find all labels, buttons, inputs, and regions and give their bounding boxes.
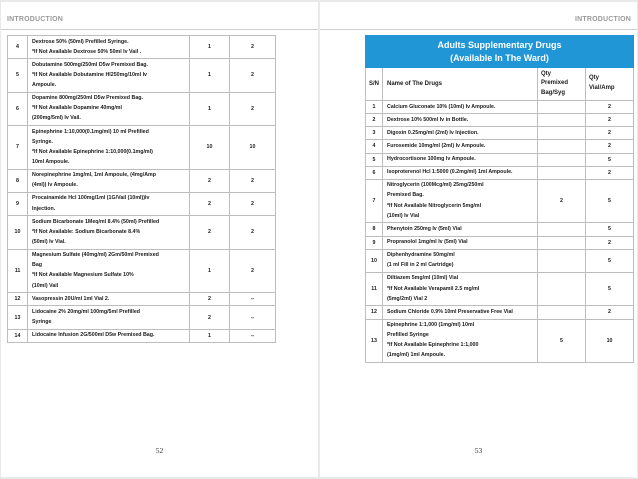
row-serial-number: 5 [366,153,383,166]
drug-name-line: 10ml Ampoule. [32,159,70,166]
column-header-line: Premixed [541,80,569,87]
quantity-premixed-cell [538,272,586,305]
drug-name-cell [383,153,538,166]
drug-name-line: Syringe [32,319,52,326]
page-number: 53 [474,446,483,455]
quantity-premixed-cell: 1 [190,329,230,342]
table-row [366,114,634,127]
drug-name-cell [383,236,538,249]
quantity-premixed-cell: 2 [538,179,586,223]
table-row [8,192,276,215]
drug-name-cell [383,166,538,179]
drug-name-line: *If Not Available Dextrose 50% 50ml Iv Vail . [32,48,142,55]
drug-name-line: (50ml) Iv Vial. [32,239,66,246]
table-title-line2: (Available In The Ward) [450,52,549,63]
drug-name-line: Prefilled Syringe [387,332,429,339]
quantity-vial-cell: 2 [586,114,634,127]
row-serial-number: 14 [8,329,28,342]
quantity-vial-cell: 5 [586,272,634,305]
drug-name-cell [28,329,190,342]
quantity-premixed-cell: 1 [190,249,230,293]
drug-name-line: Lidocaine 2% 20mg/ml 100mg/5ml Prefilled [32,308,141,315]
row-serial-number: 13 [8,306,28,329]
quantity-vial-cell: 2 [586,140,634,153]
drug-name-line: *If Not Available Epinephrine 1:10,000(0.1mg/ml) [32,148,153,155]
drug-name-line: Injection. [32,205,56,212]
row-serial-number: 12 [8,293,28,306]
drug-name-line: *If Not Available: Sodium Bicarbonate 8.4% [32,228,141,235]
row-serial-number: 10 [366,249,383,272]
drug-name-line: Norepinephrine 1mg/ml, 1ml Ampoule, (4mg/Amp [32,172,157,179]
drug-name-line: Magnesium Sulfate (40mg/ml) 2Gm/50ml Premixed [32,252,159,259]
drug-name-line: Nitroglycerin (100Mcg/ml) 25mg/250ml [387,182,484,189]
column-header-line: Bag/Syg [541,89,566,96]
drug-table-continued [7,35,276,343]
drug-table-body [8,36,276,343]
drug-name-cell [28,293,190,306]
drug-name-line: Phenytoin 250mg Iv (5ml) Vial [387,225,462,232]
drug-name-line: (1 ml Fill in 2 ml Cartridge) [387,262,454,269]
quantity-vial-cell: 2 [230,169,276,192]
row-serial-number: 3 [366,127,383,140]
quantity-premixed-cell [538,306,586,319]
table-row [366,153,634,166]
drug-name-line: Diphenhydramine 50mg/ml [387,252,455,259]
drug-name-line: Dopamine 800mg/250ml D5w Premixed Bag. [32,95,143,102]
quantity-vial-cell: -- [230,293,276,306]
quantity-premixed-cell [538,249,586,272]
drug-name-line: Isoproterenol Hcl 1:5000 (0.2mg/ml) 1ml Ampoule. [387,169,513,176]
quantity-vial-cell: 2 [586,236,634,249]
drug-name-line: (5mg/2ml) Vial 2 [387,295,428,302]
drug-name-cell [28,92,190,125]
table-row [366,236,634,249]
column-header-name: Name of The Drugs [383,68,538,101]
quantity-vial-cell: -- [230,306,276,329]
row-serial-number: 4 [8,36,28,59]
row-serial-number: 9 [8,192,28,215]
drug-name-line: *If Not Available Magnesium Sulfate 10% [32,272,134,279]
drug-name-line: Dextrose 50% (50ml) Prefilled Syringe. [32,38,129,45]
row-serial-number: 6 [8,92,28,125]
table-row [366,127,634,140]
drug-name-line: Bag [32,262,43,269]
quantity-premixed-cell: 5 [538,319,586,363]
table-row [8,126,276,170]
table-header-row [366,68,634,101]
quantity-vial-cell: -- [230,329,276,342]
column-header-line: Qty [589,75,600,82]
quantity-vial-cell: 2 [586,166,634,179]
drug-name-line: Hydrocortisone 100mg Iv Ampoule. [387,156,476,163]
drug-name-line: *If Not Available Epinephrine 1:1,000 [387,342,479,349]
row-serial-number: 11 [8,249,28,293]
drug-name-line: *If Not Available Nitroglycerin 5mg/ml [387,202,482,209]
drug-name-line: Premixed Bag. [387,192,424,199]
drug-name-cell [383,101,538,114]
drug-name-line: Vasopressin 20U/ml 1ml Vial 2. [32,295,110,302]
row-serial-number: 6 [366,166,383,179]
drug-name-line: Epinephrine 1:1,000 (1mg/ml) 10ml [387,322,475,329]
drug-name-line: *If Not Available Dopamine 40mg/ml [32,105,122,112]
row-serial-number: 7 [8,126,28,170]
quantity-premixed-cell [538,166,586,179]
drug-table-body [366,101,634,363]
drug-name-cell [28,36,190,59]
quantity-vial-cell: 2 [586,101,634,114]
quantity-vial-cell: 5 [586,179,634,223]
drug-name-line: Sodium Chloride 0.9% 10ml Preservative Free Vial [387,308,513,315]
quantity-premixed-cell: 1 [190,36,230,59]
drug-name-line: (1mg/ml) 1ml Ampoule. [387,352,446,359]
table-row [366,166,634,179]
drug-name-line: *If Not Available Verapamil 2.5 mg/ml [387,285,480,292]
drug-name-cell [383,272,538,305]
drug-name-line: Syringe. [32,138,53,145]
table-row [8,92,276,125]
quantity-premixed-cell [538,140,586,153]
table-row [366,249,634,272]
quantity-premixed-cell: 10 [190,126,230,170]
left-page [1,2,318,477]
table-row [8,59,276,92]
table-title-line1: Adults Supplementary Drugs [437,39,562,50]
quantity-premixed-cell: 2 [190,192,230,215]
quantity-vial-cell: 5 [586,153,634,166]
table-row [8,306,276,329]
row-serial-number: 7 [366,179,383,223]
quantity-premixed-cell [538,223,586,236]
quantity-premixed-cell: 1 [190,92,230,125]
drug-name-line: *If Not Available Dobutamine Hl250mg/10ml Iv [32,71,147,78]
drug-name-cell [28,192,190,215]
quantity-vial-cell: 2 [230,216,276,249]
row-serial-number: 2 [366,114,383,127]
drug-name-line: Furosemide 10mg/ml (2ml) Iv Ampoule. [387,142,486,149]
drug-name-line: Dobutamine 500mg/250ml D5w Premixed Bag. [32,61,148,68]
drug-name-line: Sodium Bicarbonate 1Meq/ml 8.4% (50ml) Prefilled [32,218,160,225]
row-serial-number: 13 [366,319,383,363]
header-divider [320,29,637,30]
quantity-vial-cell: 2 [586,127,634,140]
page-number: 52 [155,446,164,455]
row-serial-number: 12 [366,306,383,319]
drug-name-line: Propranolol 1mg/ml Iv (5ml) Vial [387,239,468,246]
quantity-vial-cell: 2 [230,36,276,59]
quantity-premixed-cell: 2 [190,306,230,329]
row-serial-number: 4 [366,140,383,153]
quantity-premixed-cell: 1 [190,59,230,92]
drug-name-line: Procainamide Hcl 100mg/1ml (1G/Vail (10ml))Iv [32,195,150,202]
row-serial-number: 11 [366,272,383,305]
quantity-vial-cell: 10 [586,319,634,363]
drug-name-cell [383,319,538,363]
table-row [8,329,276,342]
drug-name-cell [28,306,190,329]
quantity-vial-cell: 2 [230,92,276,125]
drug-name-cell [28,216,190,249]
drug-name-cell [28,249,190,293]
drug-name-cell [383,179,538,223]
quantity-premixed-cell [538,101,586,114]
row-serial-number: 5 [8,59,28,92]
table-row [366,223,634,236]
drug-name-cell [28,169,190,192]
column-header-line: Qty [541,70,552,77]
drug-name-cell [383,140,538,153]
drug-name-cell [28,126,190,170]
drug-name-cell [28,59,190,92]
drug-name-cell [383,249,538,272]
row-serial-number: 1 [366,101,383,114]
quantity-premixed-cell [538,236,586,249]
table-row [8,293,276,306]
quantity-vial-cell: 2 [230,249,276,293]
table-row [8,216,276,249]
quantity-premixed-cell [538,114,586,127]
drug-name-line: Lidocaine Infusion 2G/500ml D5w Premixed Bag. [32,332,155,339]
row-serial-number: 8 [366,223,383,236]
row-serial-number: 10 [8,216,28,249]
drug-name-line: (200mg/5ml) Iv Vail. [32,115,81,122]
drug-name-line: Epinephrine 1:10,000(0.1mg/ml) 10 ml Prefilled [32,128,149,135]
running-header: INTRODUCTION [7,16,64,23]
row-serial-number: 9 [366,236,383,249]
table-row [366,179,634,223]
drug-name-line: (4ml)) Iv Ampoule. [32,182,78,189]
drug-name-cell [383,223,538,236]
drug-name-line: Diltiazem 5mg/ml (10ml) Vial [387,275,459,282]
header-divider [1,29,318,30]
column-header-line: Vial/Amp [589,85,615,91]
table-row [366,101,634,114]
quantity-vial-cell: 10 [230,126,276,170]
quantity-vial-cell: 5 [586,223,634,236]
quantity-vial-cell: 2 [230,59,276,92]
row-serial-number: 8 [8,169,28,192]
table-row [8,36,276,59]
table-row [366,306,634,319]
quantity-premixed-cell [538,127,586,140]
quantity-premixed-cell [538,153,586,166]
table-banner [366,36,634,68]
drug-name-line: (10ml) Iv Vial [387,212,420,219]
table-row [8,249,276,293]
drug-name-cell [383,306,538,319]
quantity-premixed-cell: 2 [190,169,230,192]
table-row [8,169,276,192]
quantity-premixed-cell: 2 [190,216,230,249]
table-row [366,272,634,305]
drug-name-line: Digoxin 0.25mg/ml (2ml) Iv Injection. [387,129,479,136]
table-row [366,140,634,153]
drug-name-line: Calcium Gluconate 10% (10ml) Iv Ampoule. [387,103,496,110]
column-header-qty-vial [586,68,634,101]
column-header-qty-premixed [538,68,586,101]
column-header-sn: S/N [366,68,383,101]
quantity-vial-cell: 5 [586,249,634,272]
right-page [320,2,637,477]
table-title [366,36,634,68]
drug-name-line: (10ml) Vail [32,282,59,289]
drug-name-line: Ampoule. [32,82,57,89]
quantity-vial-cell: 2 [230,192,276,215]
running-header: INTRODUCTION [574,16,631,23]
drug-name-cell [383,127,538,140]
supplementary-drugs-table [365,35,634,363]
quantity-vial-cell: 2 [586,306,634,319]
drug-name-cell [383,114,538,127]
table-row [366,319,634,363]
drug-name-line: Dextrose 10% 500ml Iv in Bottle. [387,116,469,123]
quantity-premixed-cell: 2 [190,293,230,306]
